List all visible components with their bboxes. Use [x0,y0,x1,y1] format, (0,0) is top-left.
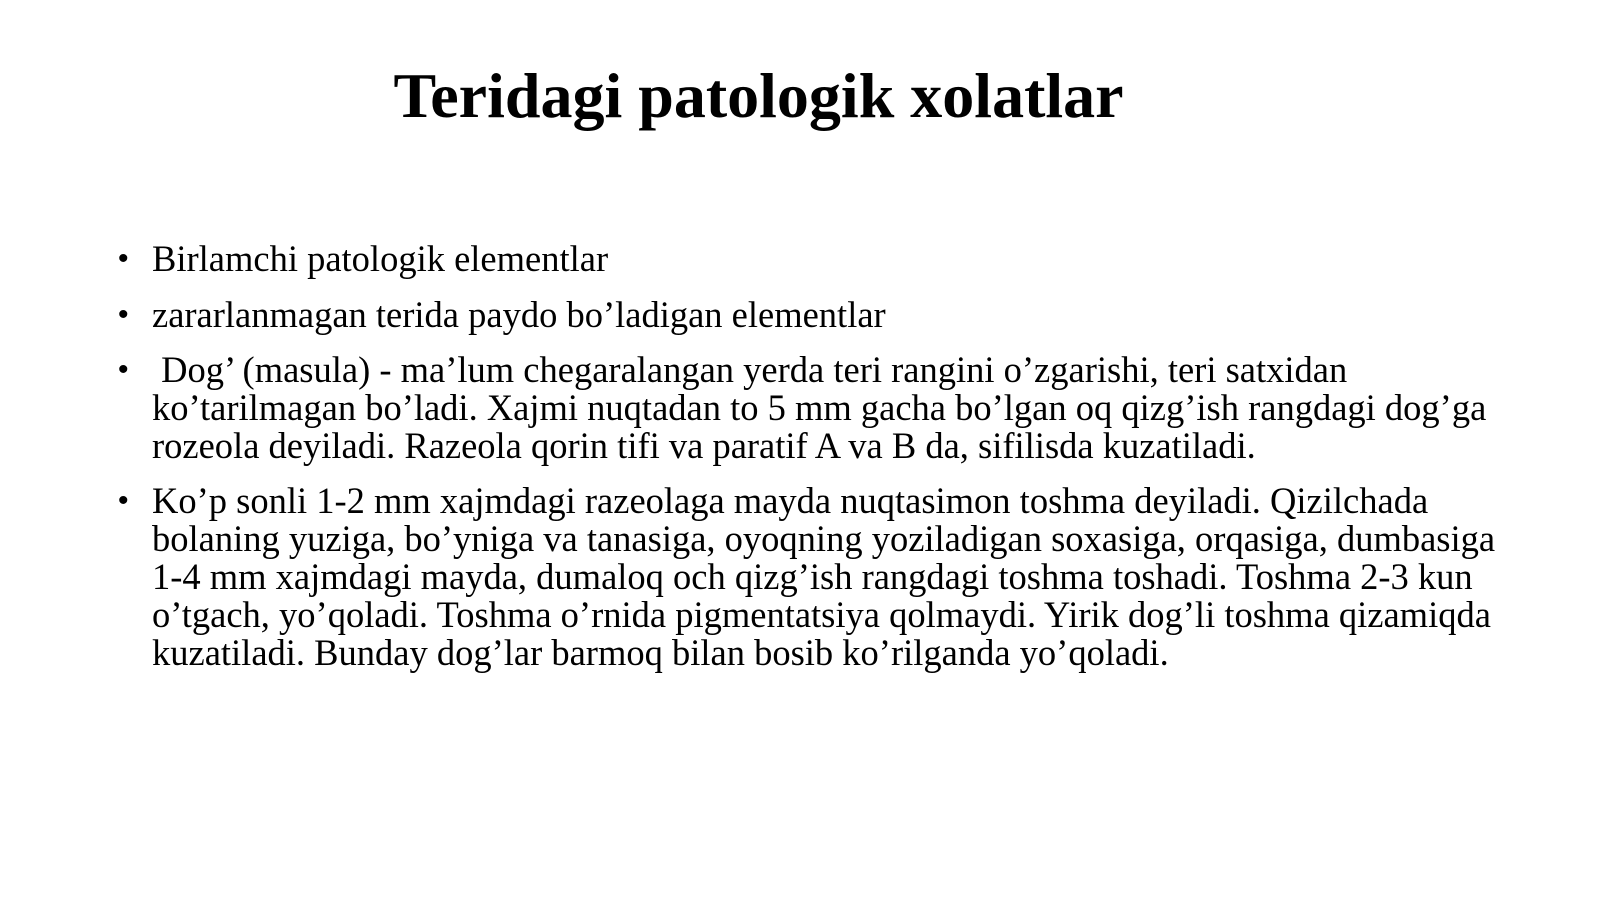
slide-title: Teridagi patologik xolatlar [393,60,1124,131]
bullet-text: zararlanmagan terida paydo bo’ladigan elementlar [152,294,886,335]
bullet-dot-icon: • [118,242,129,275]
bullet-text: Birlamchi patologik elementlar [152,238,609,279]
bullet-item-spot-macula [118,351,1498,465]
bullet-item-rash [118,480,1505,673]
bullet-dot-icon: • [118,353,129,386]
bullet-item-undamaged-skin [118,296,1498,334]
bullet-text: Ko’p sonli 1-2 mm xajmdagi razeolaga mayda nuqtasimon toshma deyiladi. Qizilchada bolaning yuziga, bo’yniga va tanasiga, oyoqning yoziladigan soxasiga, orqasiga, dumbasiga 1-4 mm xajmdagi mayda, dumaloq och qizg’ish rangdagi toshma toshadi. Toshma 2-3 kun o’tgach, yo’qoladi. Toshma o’rnida pigmentatsiya qolmaydi. Yirik dog’li toshma qizamiqda kuzatiladi. Bunday dog’lar barmoq bilan bosib ko’rilganda yo’qoladi. [152,480,1505,673]
bullet-dot-icon: • [118,298,129,331]
bullet-text: Dog’ (masula) - ma’lum chegaralangan yerda teri rangini o’zgarishi, teri satxidan ko’tarilmagan bo’ladi. Xajmi nuqtadan to 5 mm gacha bo’lgan oq qizg’ish rangdagi dog’ga rozeola deyiladi. Razeola qorin tifi va paratif A va B da, sifilisda kuzatiladi. [152,349,1496,466]
bullet-list [118,238,1505,689]
bullet-item-primary-elements [118,240,1498,278]
bullet-dot-icon: • [118,484,129,517]
